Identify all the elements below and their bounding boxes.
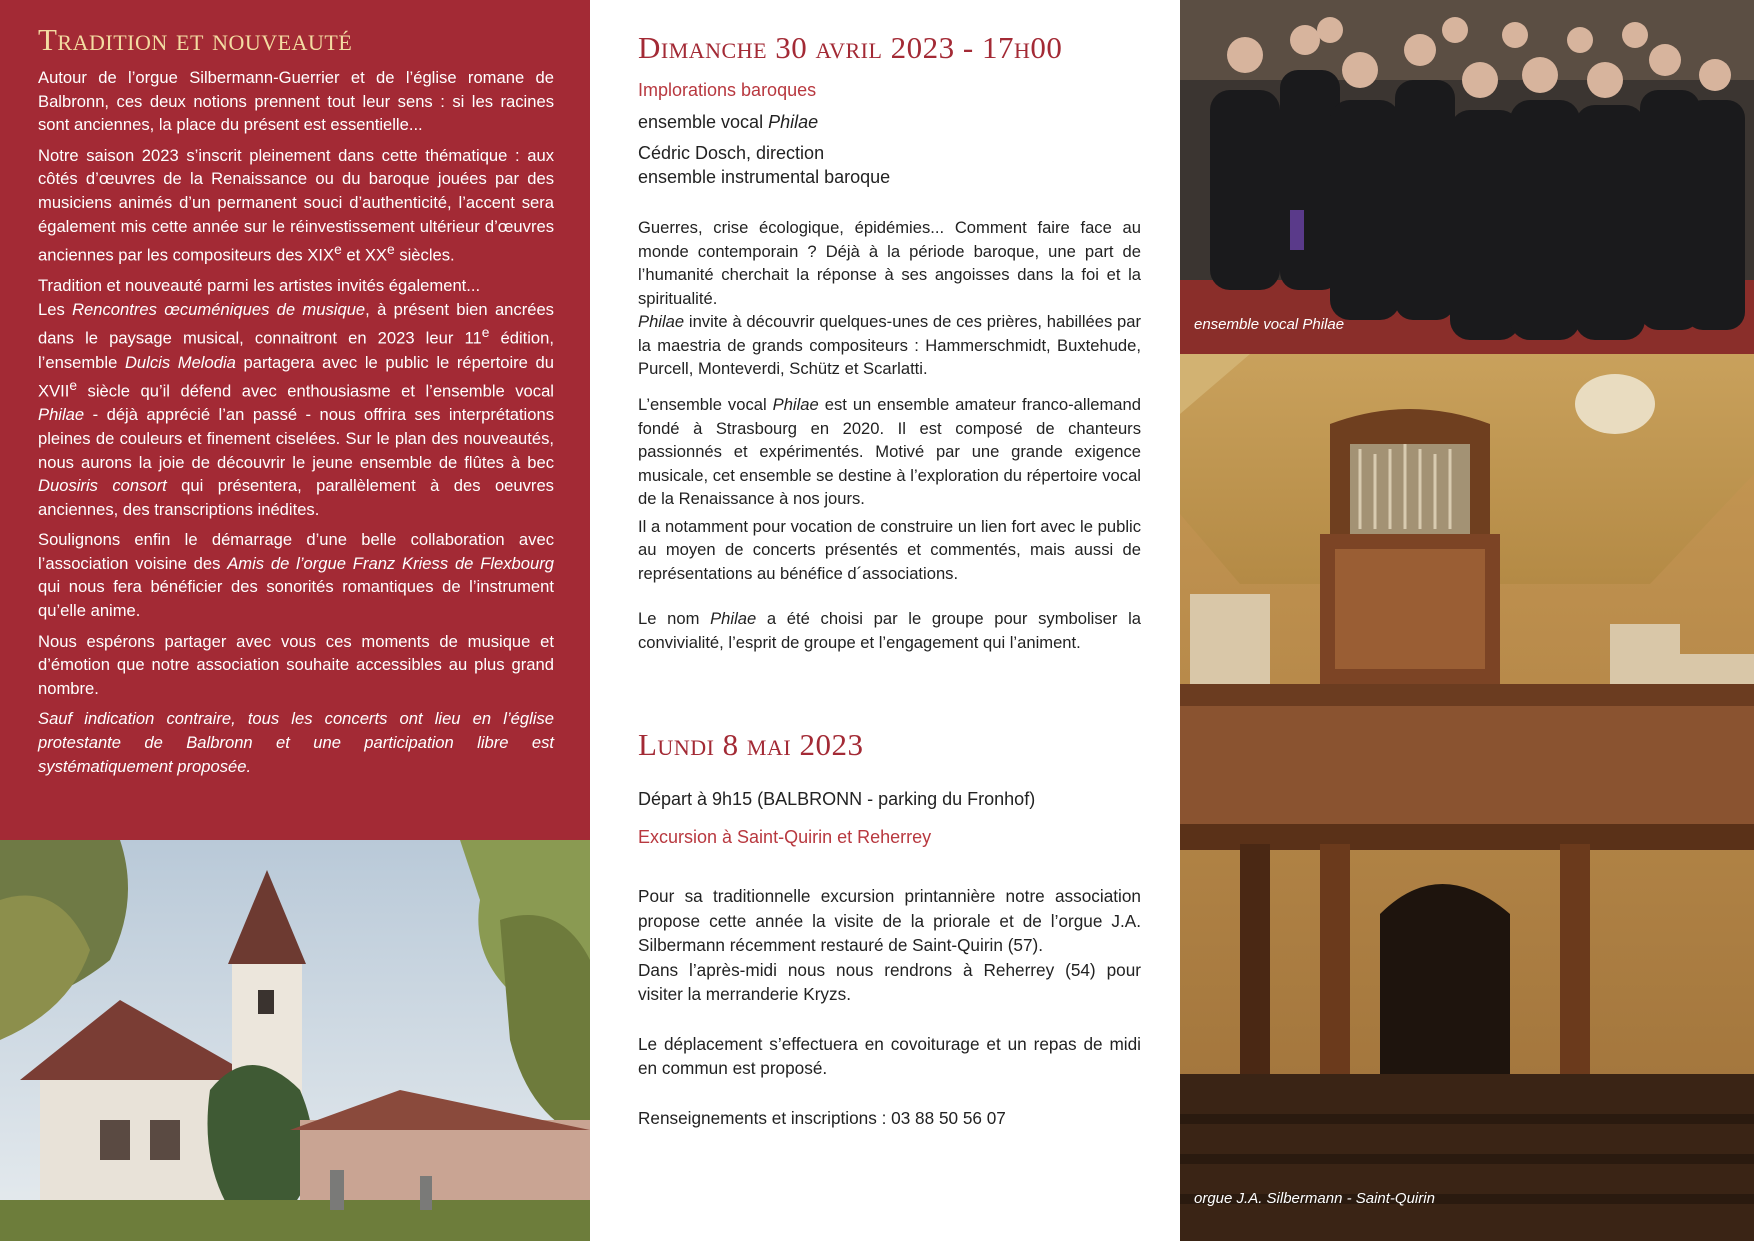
event2-departure: Départ à 9h15 (BALBRONN - parking du Fronhof) <box>638 789 1036 809</box>
event2-date: Lundi 8 mai 2023 <box>638 727 864 762</box>
choir-photo <box>1180 0 1754 354</box>
intro-title: Tradition et nouveauté <box>38 22 353 57</box>
intro-paragraph-2: Notre saison 2023 s’inscrit pleinement dans cette thématique : aux côtés d’œuvres de la Renaissance ou du baroque jouées par des musiciens animés d’un permanent souci d’authenticité, l’accent sera également mis cette année sur le réinvestissement ultérieur d’œuvres anciennes par les compositeurs des XIXe et XXe siècles. <box>38 145 554 265</box>
intro-panel <box>0 0 590 840</box>
intro-text <box>38 66 554 785</box>
event2-contact: Renseignements et inscriptions : 03 88 50 56 07 <box>638 1107 1006 1128</box>
church-photo <box>0 840 590 1241</box>
intro-paragraph-5: Nous espérons partager avec vous ces moments de musique et d’émotion que notre association souhaite accessibles au plus grand nombre. <box>38 631 554 698</box>
event1-name-info: Le nom Philae a été choisi par le groupe pour symboliser la convivialité, l’esprit de groupe et l’engagement qui l’animent. <box>638 609 1141 652</box>
intro-paragraph-4: Soulignons enfin le démarrage d’une belle collaboration avec l’association voisine des Amis de l’orgue Franz Kriess de Flexbourg qui nous fera bénéficier des sonorités romantiques de l’instrument qu’elle anime. <box>38 530 554 621</box>
event1-description: Guerres, crise écologique, épidémies... Comment faire face au monde contemporain ? Déjà à la période baroque, une part de l’humanité cherchait la réponse à ses angoisses dans la foi et la spiritualité. Philae invite à découvrir quelques-unes de ces prières, habillées par la maestria de grands compositeurs : Hammerschmidt, Buxtehude, Purcell, Monteverdi, Schütz et Scarlatti. <box>638 218 1141 378</box>
event2-description: Pour sa traditionnelle excursion printannière notre association propose cette année la visite de la priorale et de l’orgue J.A. Silbermann récemment restauré de Saint-Quirin (57). Dans l’après-midi nous nous rendrons à Reherrey (54) pour visiter la merranderie Kryzs. Le déplacement s’effectuera en covoiturage et un repas de midi en commun est proposé. Renseignements et inscriptions : 03 88 50 56 07 <box>638 884 1141 1130</box>
event1-date: Dimanche 30 avril 2023 - 17h00 <box>638 30 1063 65</box>
intro-paragraph-1: Autour de l’orgue Silbermann-Guerrier et de l’église romane de Balbronn, ces deux notions prennent tout leur sens : si les racines sont anciennes, la place du présent est essentielle... <box>38 68 554 135</box>
choir-caption: ensemble vocal Philae <box>1194 316 1345 333</box>
intro-note: Sauf indication contraire, tous les concerts ont lieu en l’église protestante de Balbronn et une participation libre est systématiquement proposée. <box>38 709 554 776</box>
organ-photo <box>1180 354 1754 1241</box>
events-column <box>590 0 1180 1241</box>
event1-ensemble-info: L’ensemble vocal Philae est un ensemble amateur franco-allemand fondé à Strasbourg en 2020. Il est composé de chanteurs passionnés et expérimentés. Motivé par une grande exigence musicale, cet ensemble se destine à l’exploration du répertoire vocal de la Renaissance à nos jours. Il a notamment pour vocation de construire un lien fort avec le public au moyen de concerts présentés et commentés, mais aussi de représentations au bénéfice d´associations. <box>638 395 1141 583</box>
intro-paragraph-3: Tradition et nouveauté parmi les artistes invités également... Les Rencontres œcuméniques de musique, à présent bien ancrées dans le paysage musical, connaitront en 2023 leur 11e édition, l’ensemble Dulcis Melodia partagera avec le public le répertoire du XVIIe siècle qu’il défend avec enthousiasme et l’ensemble vocal Philae - déjà apprécié l’an passé - nous offrira ses interprétations pleines de couleurs et finement ciselées. Sur le plan des nouveautés, nous aurons la joie de découvrir le jeune ensemble de flûtes à bec Duosiris consort qui présentera, parallèlement à des oeuvres anciennes, des transcriptions inédites. <box>38 276 555 519</box>
organ-caption: orgue J.A. Silbermann - Saint-Quirin <box>1194 1190 1435 1207</box>
left-column <box>0 0 590 1241</box>
event1-subtitle: Implorations baroques <box>638 80 817 100</box>
event2-subtitle: Excursion à Saint-Quirin et Reherrey <box>638 827 932 847</box>
photos-column <box>1180 0 1754 1241</box>
event1-performers: ensemble vocal Philae Cédric Dosch, direction ensemble instrumental baroque <box>638 112 891 187</box>
